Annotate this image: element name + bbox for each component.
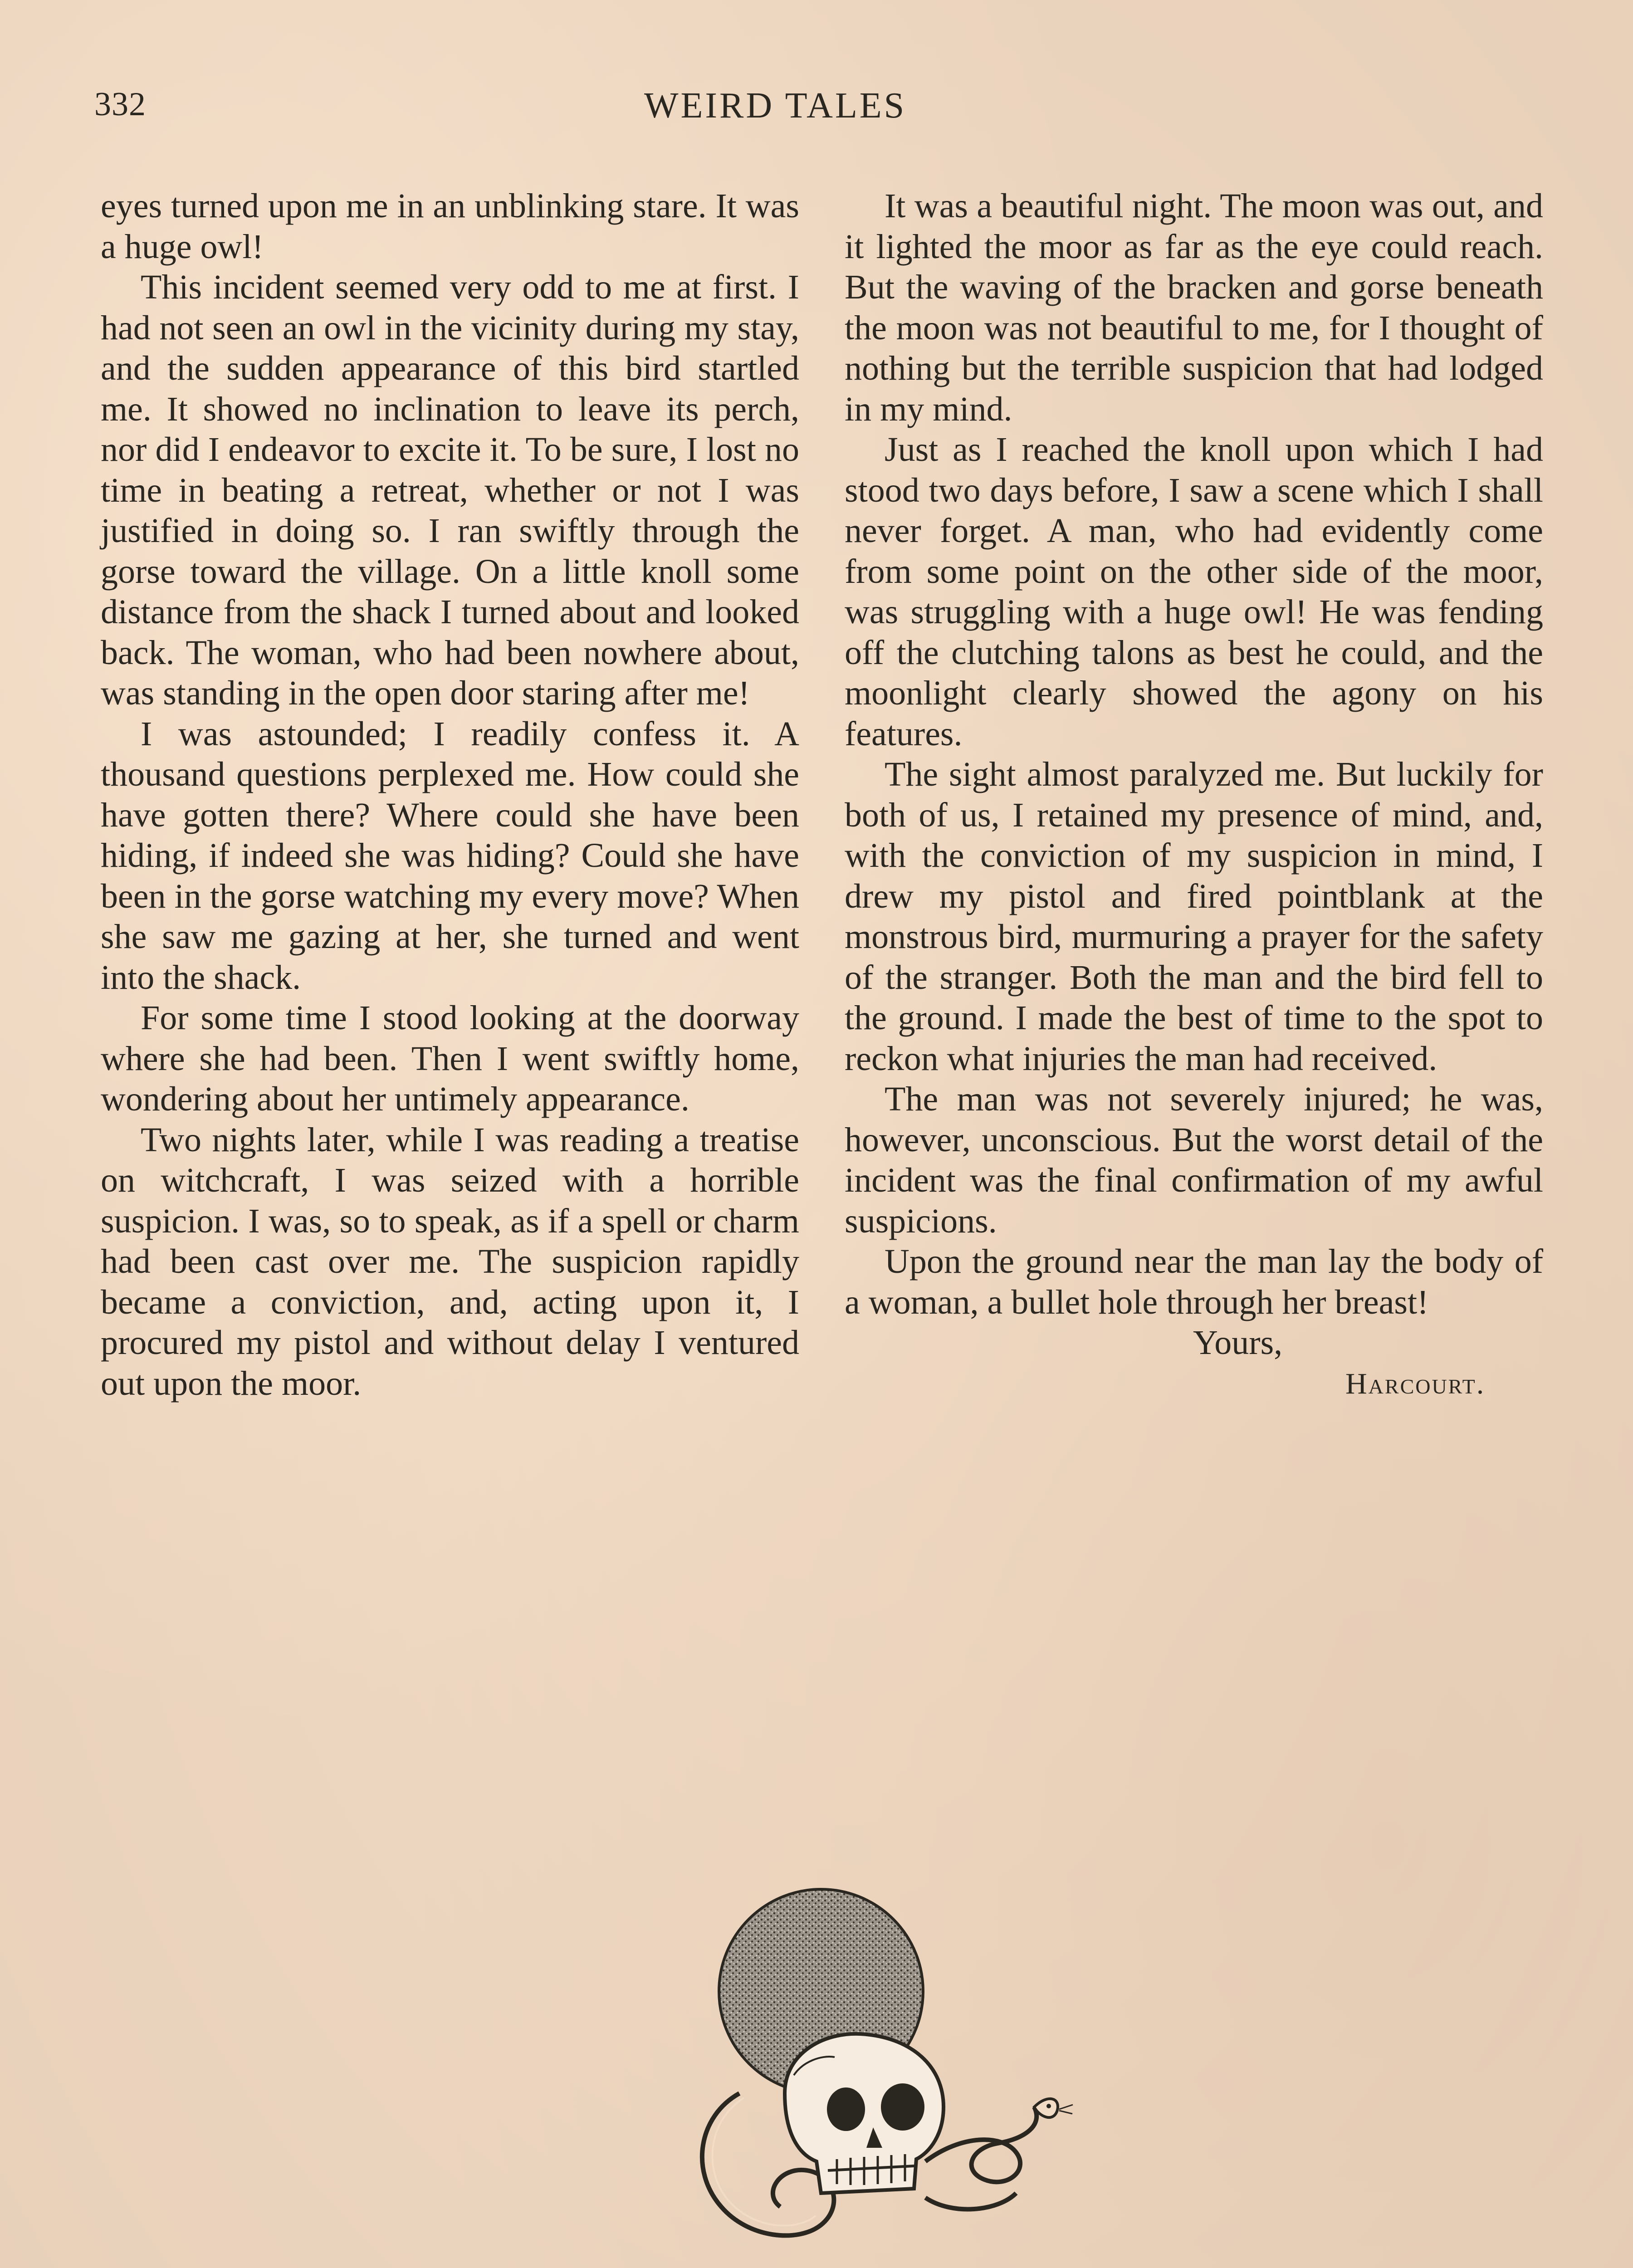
letter-signature: Harcourt. <box>1345 1367 1486 1400</box>
running-title: WEIRD TALES <box>644 86 907 126</box>
paragraph: Just as I reached the knoll upon which I had stood two days before, I saw a scene which I shall never forget. A man, who had evidently come from some point on the other side of the moor, was struggling with a huge owl! He was fending off the clutching talons as best he could, and the moonlight clearly showed the agony on his features. <box>845 430 1543 753</box>
paragraph: Upon the ground near the man lay the body of a woman, a bullet hole through her breast! <box>845 1242 1543 1321</box>
page-number: 332 <box>94 86 146 123</box>
paragraph: This incident seemed very odd to me at first. I had not seen an owl in the vicinity during my stay, and the sudden appearance of this bird startled me. It showed no inclination to leave its perch, nor did I endeavor to excite it. To be sure, I lost no time in beating a retreat, whether or not I was justified in doing so. I ran swiftly through the gorse toward the village. On a little knoll some distance from the shack I turned about and looked back. The woman, who had been nowhere about, was standing in the open door staring after me! <box>101 268 799 712</box>
left-column <box>101 186 799 1404</box>
letter-closing: Yours, <box>1193 1324 1283 1362</box>
page-header <box>94 85 1521 135</box>
paragraph: The sight almost paralyzed me. But luckily for both of us, I retained my presence of mind, and, with the conviction of my suspicion in mind, I drew my pistol and fired pointblank at the monstrous bird, murmuring a prayer for the safety of the stranger. Both the man and the bird fell to the ground. I made the best of time to the spot to reckon what injuries the man had received. <box>845 755 1543 1078</box>
skull-moon-snake-icon <box>671 1880 1080 2268</box>
paragraph: The man was not severely injured; he was, however, unconscious. But the worst detail of the incident was the final confirmation of my awful suspicions. <box>845 1080 1543 1240</box>
right-column <box>845 186 1543 1404</box>
paragraph: Two nights later, while I was reading a treatise on witchcraft, I was seized with a horrible suspicion. I was, so to speak, as if a spell or charm had been cast over me. The suspicion rapidly became a conviction, and, acting upon it, I procured my pistol and without delay I ventured out upon the moor. <box>101 1120 799 1403</box>
paragraph: It was a beautiful night. The moon was out, and it lighted the moor as far as the eye could reach. But the waving of the bracken and gorse beneath the moon was not beautiful to me, for I thought of nothing but the terrible suspicion that had lodged in my mind. <box>845 187 1543 428</box>
paragraph: eyes turned upon me in an unblinking stare. It was a huge owl! <box>101 187 799 266</box>
paragraph: I was astounded; I readily confess it. A thousand questions perplexed me. How could she have gotten there? Where could she have been hiding, if indeed she was hiding? Could she have been in the gorse watching my every move? When she saw me gazing at her, she turned and went into the shack. <box>101 714 799 997</box>
paragraph: For some time I stood looking at the doorway where she had been. Then I went swiftly home, wondering about her untimely appearance. <box>101 999 799 1118</box>
